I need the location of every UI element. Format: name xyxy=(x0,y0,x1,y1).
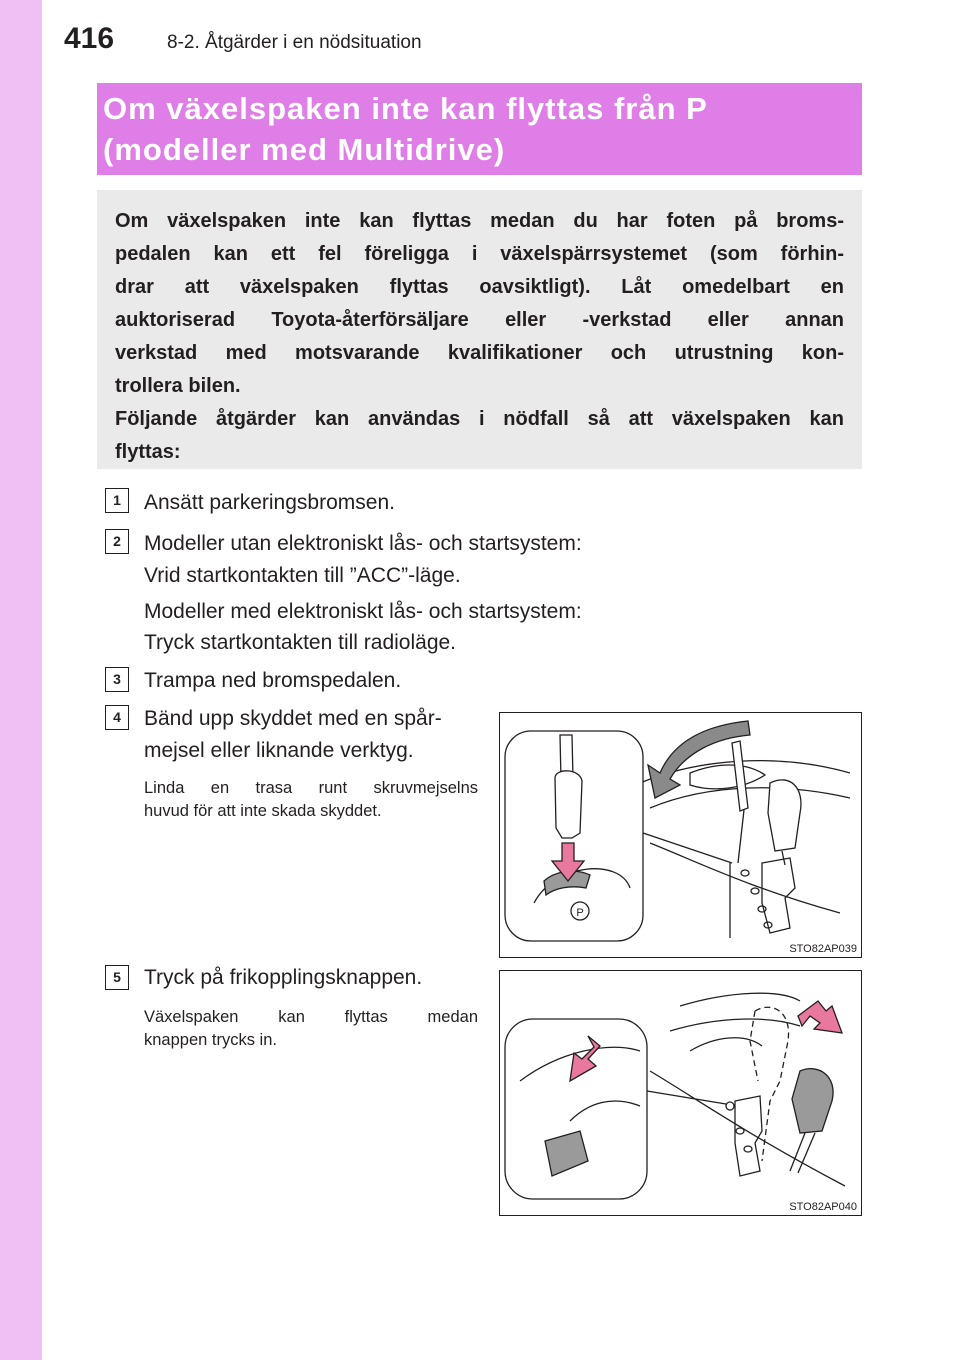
step-4-note: Linda en trasa runt skruvmejselns xyxy=(144,779,478,797)
page-number: 416 xyxy=(64,22,115,55)
step-2-text: Vrid startkontakten till ”ACC”-läge. xyxy=(144,564,461,587)
intro-line: auktoriserad Toyota-återförsäljare eller -verkstad eller annan xyxy=(115,309,844,331)
intro-line: verkstad med motsvarande kvalifikationer och utrustning kon- xyxy=(115,342,844,364)
step-1-text: Ansätt parkeringsbromsen. xyxy=(144,491,395,514)
side-strip xyxy=(0,0,42,1360)
figure-release-button xyxy=(499,970,862,1216)
intro-line: flyttas: xyxy=(115,441,181,463)
step-4-text: mejsel eller liknande verktyg. xyxy=(144,739,414,762)
intro-line: Om växelspaken inte kan flyttas medan du har foten på broms- xyxy=(115,210,844,232)
step-number-4: 4 xyxy=(105,705,129,730)
step-4-text: Bänd upp skyddet med en spår- xyxy=(144,707,442,730)
step-4-note: huvud för att inte skada skyddet. xyxy=(144,802,382,820)
title-line: (modeller med Multidrive) xyxy=(103,132,506,167)
step-2-text: Modeller utan elektroniskt lås- och startsystem: xyxy=(144,532,582,555)
intro-line: Följande åtgärder kan användas i nödfall så att växelspaken kan xyxy=(115,408,844,430)
intro-box xyxy=(97,190,862,469)
section-label: 8-2. Åtgärder i en nödsituation xyxy=(167,32,422,53)
step-number-3: 3 xyxy=(105,667,129,692)
step-5-note: Växelspaken kan flyttas medan xyxy=(144,1008,478,1026)
step-2-text: Tryck startkontakten till radioläge. xyxy=(144,631,457,654)
step-number-5: 5 xyxy=(105,965,129,990)
step-2-text: Modeller med elektroniskt lås- och startsystem: xyxy=(144,600,582,623)
figure-code: STO82AP040 xyxy=(789,1201,857,1213)
step-number-1: 1 xyxy=(105,488,129,513)
step-5-note: knappen trycks in. xyxy=(144,1031,277,1049)
step-3-text: Trampa ned bromspedalen. xyxy=(144,669,402,692)
intro-line: drar att växelspaken flyttas oavsiktligt). Låt omedelbart en xyxy=(115,276,844,298)
step-number-2: 2 xyxy=(105,529,129,554)
step-5-text: Tryck på frikopplingsknappen. xyxy=(144,966,423,989)
intro-line: pedalen kan ett fel föreligga i växelspärrsystemet (som förhin- xyxy=(115,243,844,265)
p-glyph: P xyxy=(576,907,584,919)
figure-code: STO82AP039 xyxy=(789,943,857,955)
intro-line: trollera bilen. xyxy=(115,375,241,397)
title-line: Om växelspaken inte kan flyttas från P xyxy=(103,91,708,126)
title-bar xyxy=(97,83,862,175)
figure-cover-removal xyxy=(499,712,862,958)
